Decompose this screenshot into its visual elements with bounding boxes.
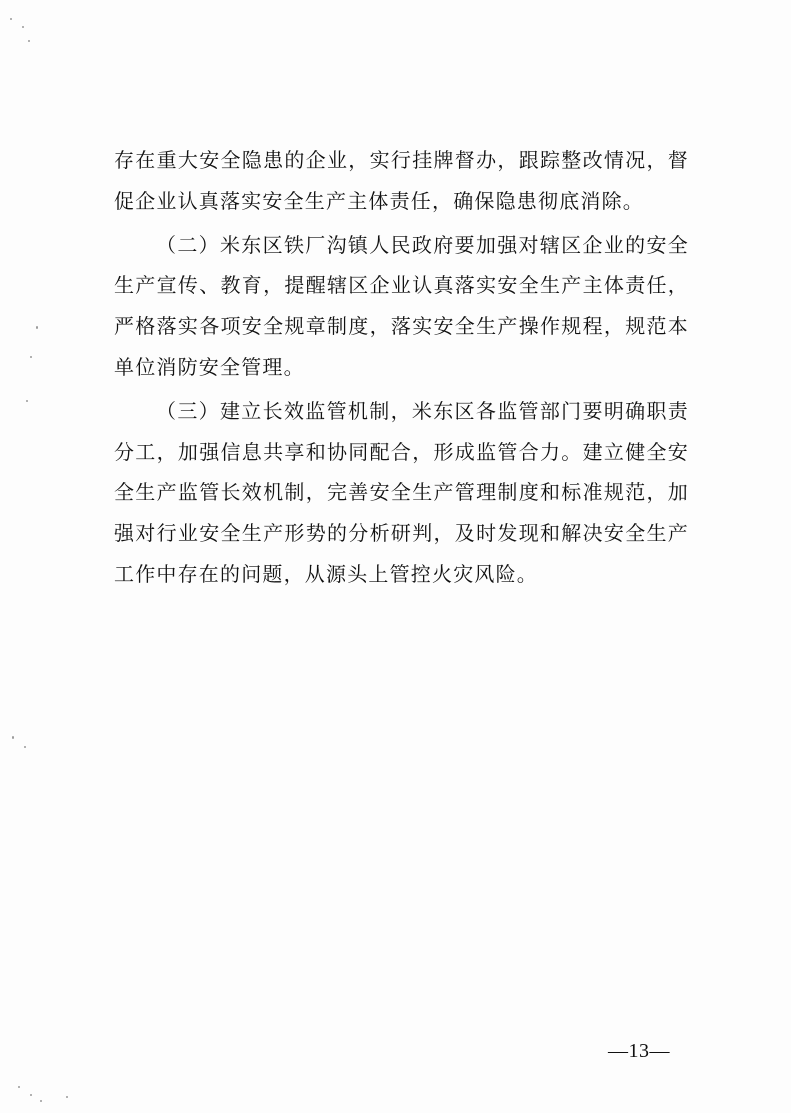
page-number: —13—: [608, 1040, 670, 1062]
scan-speck: [22, 26, 24, 28]
scan-speck: [36, 326, 38, 329]
scan-speck: [10, 18, 12, 20]
scan-speck: [24, 746, 26, 748]
scan-speck: [28, 40, 30, 42]
scan-speck: [30, 1094, 32, 1096]
scan-speck: [30, 356, 32, 358]
paragraph-item-three: （三）建立长效监管机制，米东区各监管部门要明确职责分工，加强信息共享和协同配合，形成监管合力。建立健全安全生产监管长效机制，完善安全生产管理制度和标准规范，加强对行业安全生产形势的分析研判，及时发现和解决安全生产工作中存在的问题，从源头上管控火灾风险。: [114, 398, 689, 586]
scan-speck: [26, 400, 28, 402]
scan-speck: [18, 1086, 20, 1088]
paragraph-continuation: 存在重大安全隐患的企业，实行挂牌督办，跟踪整改情况，督促企业认真落实安全生产主体责任，确保隐患彻底消除。: [114, 148, 689, 213]
scan-speck: [12, 736, 14, 739]
scan-speck: [66, 1096, 68, 1098]
scan-speck: [40, 1100, 42, 1102]
body-text: [114, 140, 689, 598]
paragraph-item-two: （二）米东区铁厂沟镇人民政府要加强对辖区企业的安全生产宣传、教育，提醒辖区企业认真落实安全生产主体责任，严格落实各项安全规章制度，落实安全生产操作规程，规范本单位消防安全管理。: [114, 232, 689, 379]
